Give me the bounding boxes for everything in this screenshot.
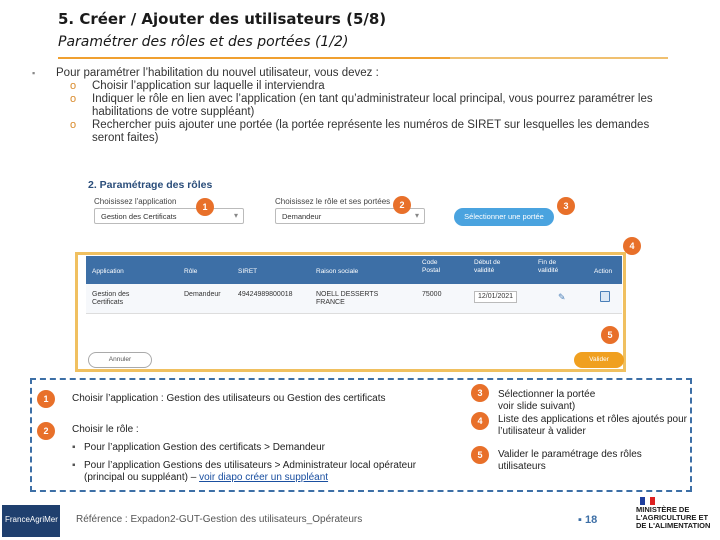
role-select[interactable]: Demandeur ▾ [275,208,425,224]
td-raison-sociale: NOELL DESSERTS FRANCE [316,291,379,306]
slide-title: 5. Créer / Ajouter des utilisateurs (5/8) [58,10,387,28]
table-row [86,284,622,314]
circle-bullet-icon: o [70,80,77,92]
step-badge-2: 2 [393,196,411,214]
edit-icon[interactable]: ✎ [558,292,566,302]
validate-button[interactable]: Valider [574,352,624,368]
chevron-down-icon: ▾ [233,211,238,220]
legend-text-2: Choisir le rôle : [72,424,139,435]
slide-subtitle: Paramétrer des rôles et des portées (1/2) [58,34,349,50]
intro-item: o Rechercher puis ajouter une portée (la portée représente les numéros de SIRET sur lesquelles les demandes seront faites) [70,119,650,144]
th-siret: SIRET [238,268,258,275]
cancel-button[interactable]: Annuler [88,352,152,368]
start-date-input[interactable]: 12/01/2021 [474,291,517,303]
circle-bullet-icon: o [70,119,77,131]
flag-icon [640,497,654,505]
intro-main: ▪ Pour paramétrer l’habilitation du nouvel utilisateur, vous devez : [32,67,379,79]
role-select-label: Choisissez le rôle et ses portées [275,197,391,206]
application-select[interactable]: Gestion des Certificats ▾ [94,208,244,224]
legend-text-1: Choisir l’application : Gestion des utilisateurs ou Gestion des certificats [72,393,386,404]
legend-badge-1: 1 [37,390,55,408]
th-role: Rôle [184,268,198,275]
legend-text-3: Sélectionner la portée voir slide suivant) [498,389,596,412]
step-badge-3: 3 [557,197,575,215]
th-fin-validite: Fin de validité [538,259,559,274]
ministry-logo [632,497,720,540]
intro-item: o Choisir l’application sur laquelle il interviendra [70,80,325,92]
step-badge-5: 5 [601,326,619,344]
td-siret: 49424989800018 [238,291,293,298]
intro-item: o Indiquer le rôle en lien avec l’application (en tant qu’administrateur local principal, vous pourrez paramétrer les habilitations de votre suppléant) [70,93,653,118]
legend-text-2a: ▪ Pour l’application Gestion des certificats > Demandeur [72,442,325,453]
chevron-down-icon: ▾ [414,211,419,220]
bullet-icon: ▪ [32,68,36,78]
td-application: Gestion des Certificats [92,291,130,306]
legend-badge-5: 5 [471,446,489,464]
legend-text-2b: ▪ Pour l’application Gestions des utilisateurs > Administrateur local opérateur (principal ou suppléant) – voir diapo créer un suppléant [72,460,417,483]
th-debut-validite: Début de validité [474,259,501,274]
legend-text-4: Liste des applications et rôles ajoutés pour l’utilisateur à valider [498,414,688,437]
td-code-postal: 75000 [422,291,442,298]
app-select-label: Choisissez l'application [94,197,177,206]
franceagrimer-logo: FranceAgriMer [2,505,60,537]
select-scope-button[interactable]: Sélectionner une portée [454,208,554,226]
intro-bullets [30,67,670,145]
th-action: Action [594,268,613,275]
delete-icon[interactable] [600,291,610,302]
footer-reference: Référence : Expadon2-GUT-Gestion des utilisateurs_Opérateurs [76,514,363,525]
circle-bullet-icon: o [70,93,77,105]
section-title: 2. Paramétrage des rôles [88,179,213,191]
create-substitute-link[interactable]: voir diapo créer un suppléant [199,472,329,483]
ministry-name: MINISTÈRE DE L'AGRICULTURE ET DE L'ALIMENTATION [636,505,711,530]
step-badge-4: 4 [623,237,641,255]
th-raison-sociale: Raison sociale [316,268,359,275]
step-badge-1: 1 [196,198,214,216]
roles-table-header [86,256,622,284]
legend-text-5: Valider le paramétrage des rôles utilisateurs [498,449,642,472]
th-application: Application [92,268,124,275]
legend-badge-4: 4 [471,412,489,430]
th-code-postal: Code Postal [422,259,441,274]
title-underline-accent [450,57,668,59]
legend-badge-3: 3 [471,384,489,402]
page-number: ▪ 18 [578,514,598,526]
legend-badge-2: 2 [37,422,55,440]
td-role: Demandeur [184,291,221,298]
